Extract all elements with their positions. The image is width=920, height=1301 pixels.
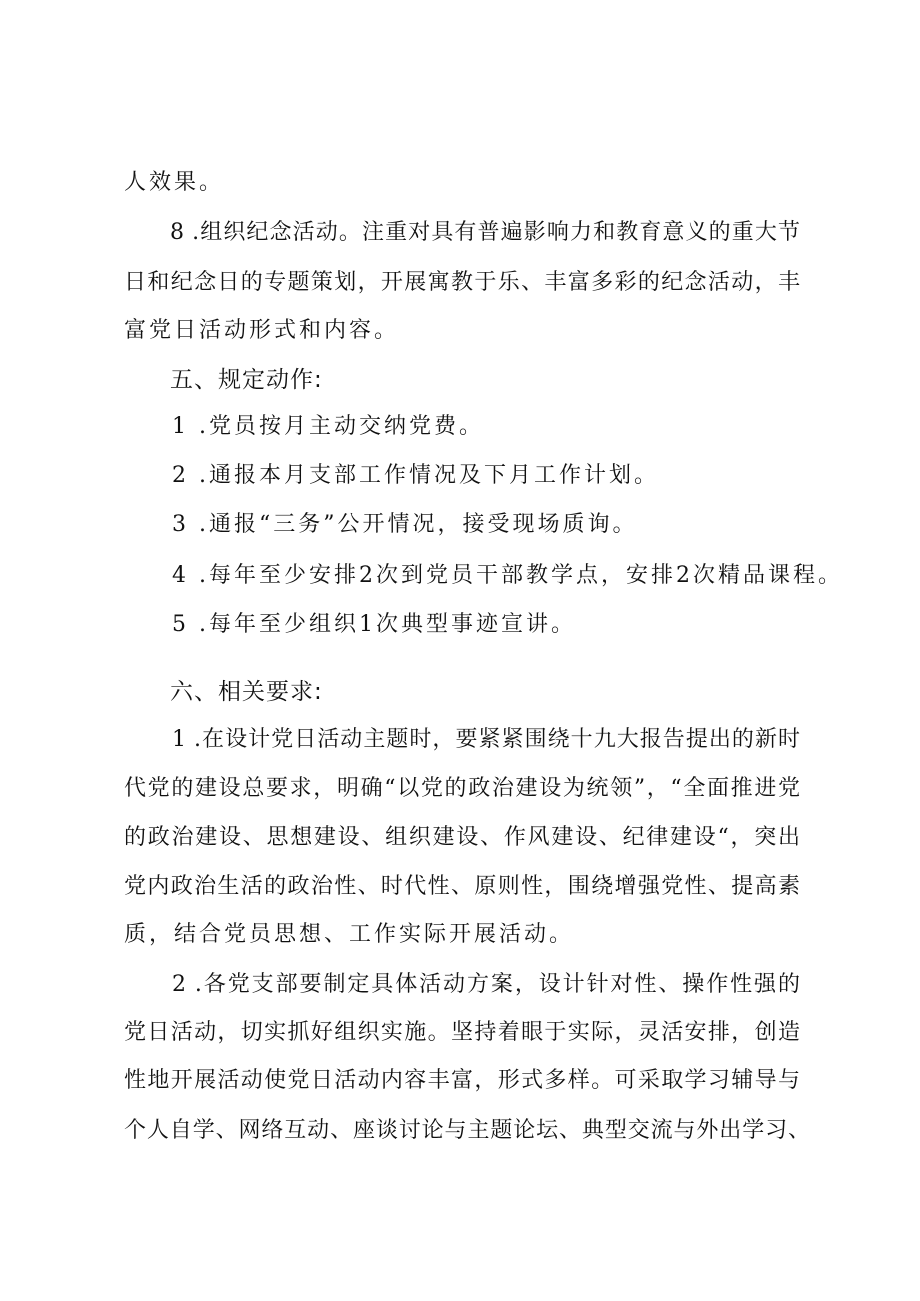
requirement-1-line-5: 质，结合党员思想、工作实际开展活动。 — [124, 922, 575, 947]
section-5-item-2: 2 .通报本月支部工作情况及下月工作计划。 — [172, 463, 659, 488]
requirement-2-line-4: 个人自学、网络互动、座谈讨论与主题论坛、典型交流与外出学习、 — [124, 1118, 810, 1143]
requirement-1-line-1: 1 .在设计党日活动主题时，要紧紧围绕十九大报告提出的新时 — [172, 727, 800, 752]
item-8-line-2: 日和纪念日的专题策划，开展寓教于乐、丰富多彩的纪念活动，丰 — [124, 270, 800, 295]
item-8-line-1: 8 .组织纪念活动。注重对具有普遍影响力和教育意义的重大节 — [170, 220, 800, 245]
requirement-1-line-3: 的政治建设、思想建设、组织建设、作风建设、纪律建设“，突出 — [124, 825, 800, 850]
requirement-2-line-1: 2 .各党支部要制定具体活动方案，设计针对性、操作性强的 — [172, 972, 800, 997]
section-5-item-1: 1 .党员按月主动交纳党费。 — [172, 414, 484, 439]
paragraph-line: 人效果。 — [124, 170, 225, 195]
section-5-heading: 五、规定动作: — [170, 367, 323, 393]
item-8-line-3: 富党日活动形式和内容。 — [124, 318, 400, 343]
requirement-1-line-2: 代党的建设总要求，明确“以党的政治建设为统领”，“全面推进党 — [124, 776, 800, 801]
requirement-2-line-2: 党日活动，切实抓好组织实施。坚持着眼于实际，灵活安排，创造 — [124, 1020, 800, 1045]
requirement-1-line-4: 党内政治生活的政治性、时代性、原则性，围绕增强党性、提高素 — [124, 874, 800, 899]
section-5-item-4: 4 .每年至少安排2次到党员干部教学点，安排2次精品课程。 — [172, 563, 843, 588]
requirement-2-line-3: 性地开展活动使党日活动内容丰富，形式多样。可采取学习辅导与 — [124, 1068, 800, 1093]
section-5-item-5: 5 .每年至少组织1次典型事迹宣讲。 — [172, 612, 576, 637]
section-6-heading: 六、相关要求: — [170, 679, 323, 705]
section-5-item-3: 3 .通报“三务”公开情况，接受现场质询。 — [172, 512, 638, 537]
